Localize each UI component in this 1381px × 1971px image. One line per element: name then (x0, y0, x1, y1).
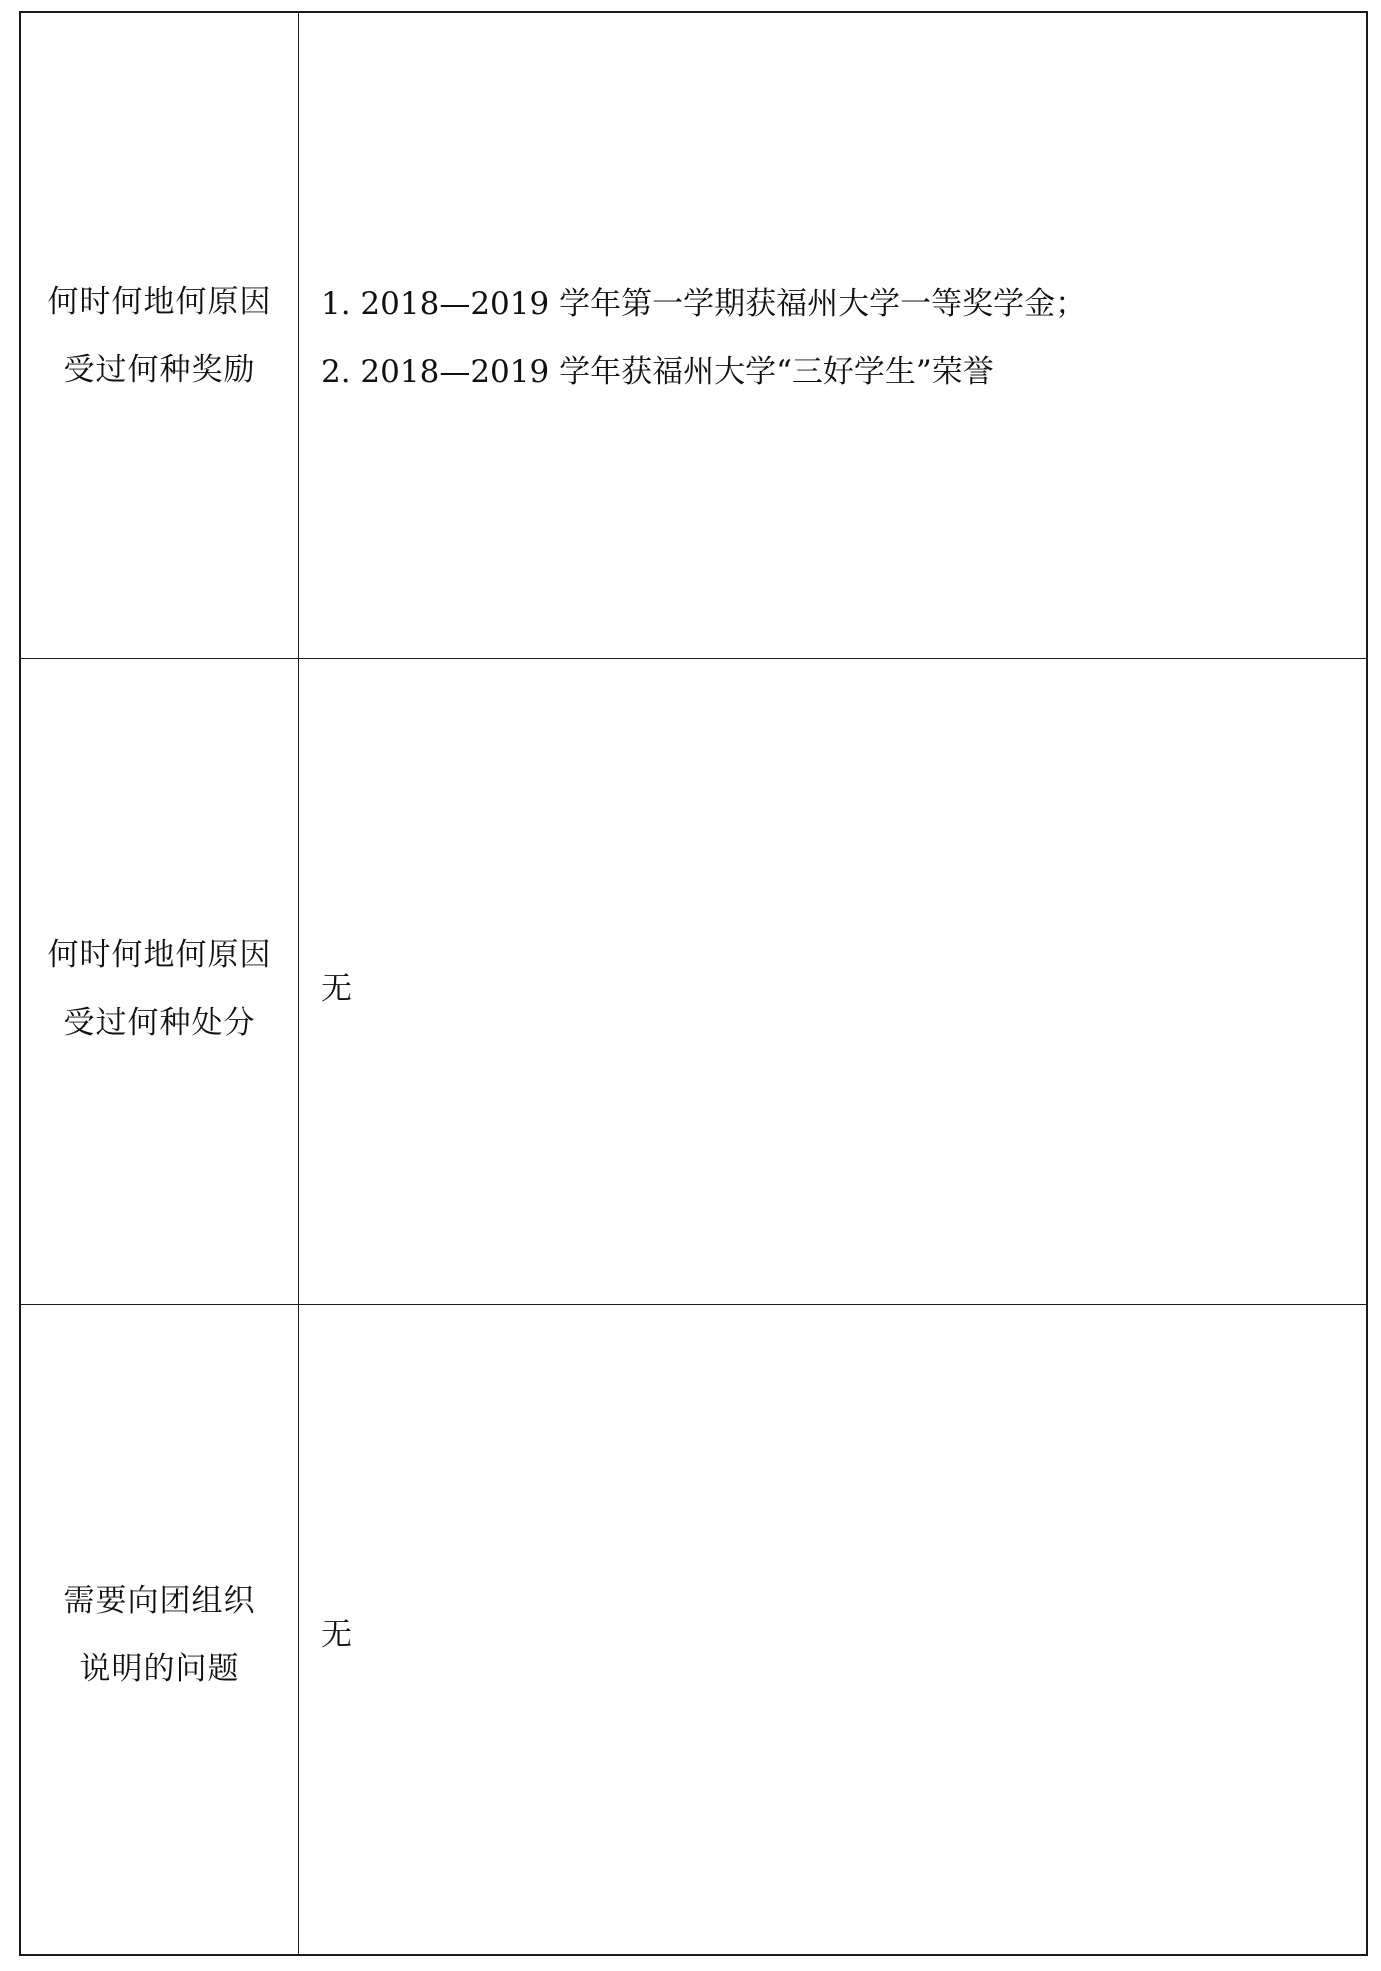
punishment-value: 无 (321, 970, 352, 1007)
label-line: 受过何种奖励 (63, 351, 256, 388)
label-line: 何时何地何原因 (47, 283, 272, 320)
reward-item: 1. 2018—2019 学年第一学期获福州大学一等奖学金； (321, 285, 1087, 322)
form-table (19, 11, 1368, 1956)
label-line: 受过何种处分 (63, 1004, 256, 1041)
issues-value: 无 (321, 1616, 352, 1653)
table-row-rewards (21, 13, 1366, 659)
row-label-punishments (21, 659, 299, 1304)
label-line: 何时何地何原因 (47, 936, 272, 973)
row-label-rewards (21, 13, 299, 658)
row-label-issues (21, 1305, 299, 1954)
row-content-punishments (299, 659, 1366, 1304)
row-content-rewards (299, 13, 1366, 658)
reward-item: 2. 2018—2019 学年获福州大学“三好学生”荣誉 (321, 353, 994, 390)
label-line: 需要向团组织 (63, 1582, 256, 1619)
table-row-punishments (21, 659, 1366, 1305)
table-row-issues (21, 1305, 1366, 1954)
row-content-issues (299, 1305, 1366, 1954)
label-line: 说明的问题 (79, 1650, 240, 1687)
